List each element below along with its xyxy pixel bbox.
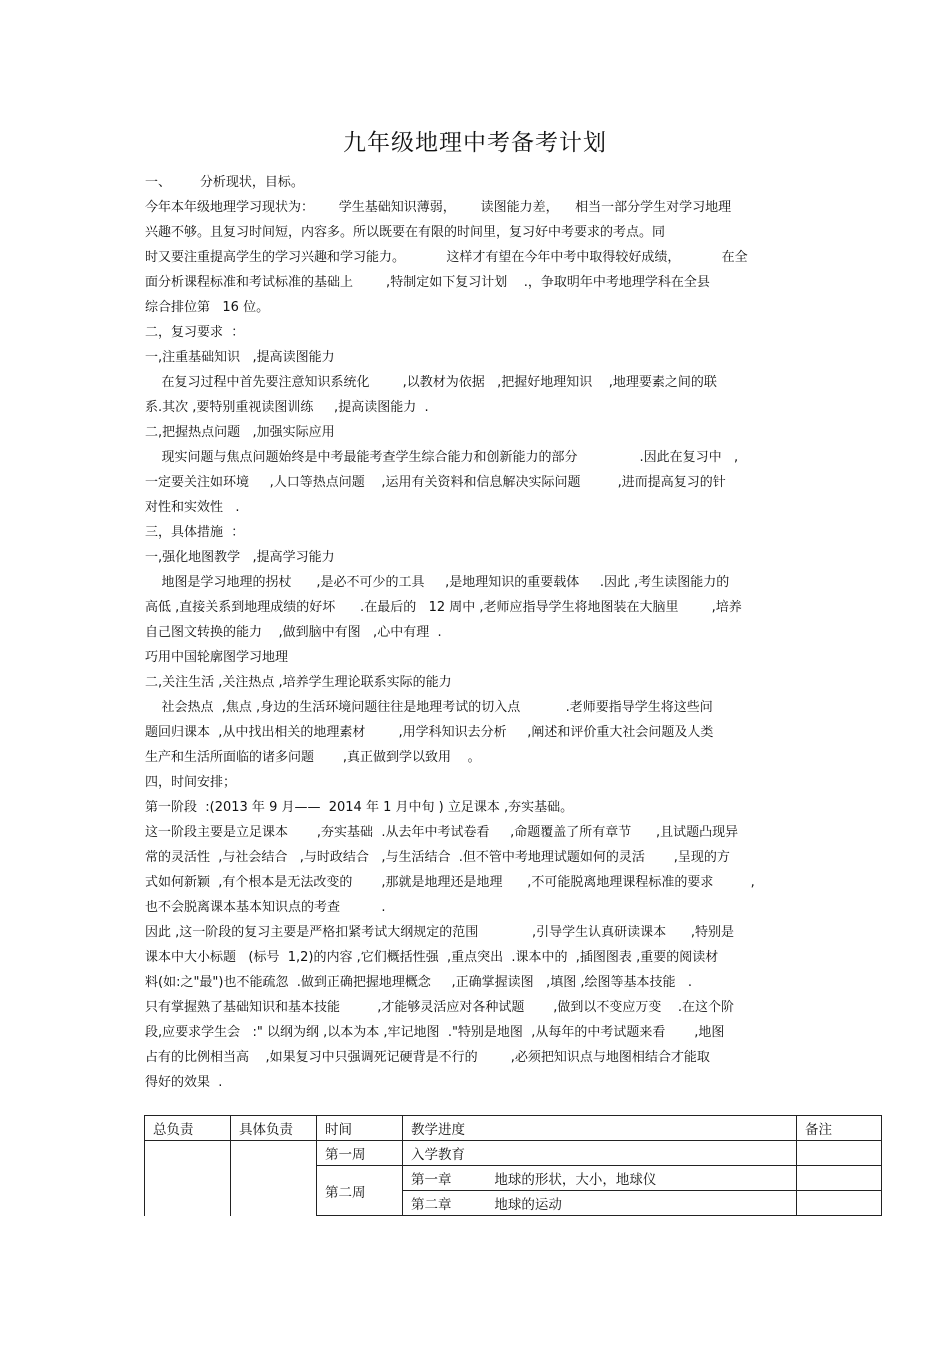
text-line: 一,强化地图教学 ,提高学习能力	[145, 550, 335, 565]
progress-cell: 第二章 地球的运动	[403, 1191, 797, 1216]
text-line: 系.其次 ,要特别重视读图训练 ,提高读图能力 .	[145, 400, 429, 415]
text-line: 只有掌握熟了基础知识和基本技能 ,才能够灵活应对各种试题 ,做到以不变应万变 .在这个阶	[145, 1000, 735, 1015]
table-row	[145, 1141, 882, 1166]
note-cell	[797, 1166, 882, 1191]
time-cell: 第一周	[317, 1141, 403, 1166]
text-line: 第一阶段 :(2013 年 9 月—— 2014 年 1 月中旬 ) 立足课本 ,夯实基础。	[145, 800, 574, 815]
header-cell-specific: 具体负责	[231, 1116, 317, 1141]
text-line: 课本中大小标题 (标号 1,2)的内容 ,它们概括性强 ,重点突出 .课本中的 ,插图图表 ,重要的阅读材	[145, 950, 719, 965]
header-cell-overall: 总负责	[145, 1116, 231, 1141]
specific-cell	[231, 1141, 317, 1216]
text-line: 生产和生活所面临的诸多问题 ,真正做到学以致用 。	[145, 750, 481, 765]
text-line: 常的灵活性 ,与社会结合 ,与时政结合 ,与生活结合 .但不管中考地理试题如何的灵活 ,呈现的方	[145, 850, 730, 865]
text-line: 这一阶段主要是立足课本 ,夯实基础 .从去年中考试卷看 ,命题覆盖了所有章节 ,且试题凸现异	[145, 825, 739, 840]
text-line: 得好的效果 .	[145, 1075, 223, 1090]
note-cell	[797, 1191, 882, 1216]
document-title: 九年级地理中考备考计划	[343, 130, 607, 156]
overall-cell	[145, 1141, 231, 1216]
text-line: 一定要关注如环境 ,人口等热点问题 ,运用有关资料和信息解决实际问题 ,进而提高复习的针	[145, 475, 726, 490]
time-cell: 第二周	[317, 1166, 403, 1216]
table-header-row	[145, 1116, 882, 1141]
text-line: 二,把握热点问题 ,加强实际应用	[145, 425, 335, 440]
progress-cell: 第一章 地球的形状，大小，地球仪	[403, 1166, 797, 1191]
text-line: 巧用中国轮廓图学习地理	[145, 650, 289, 665]
header-cell-note: 备注	[797, 1116, 882, 1141]
text-line: 面分析课程标准和考试标准的基础上 ,特制定如下复习计划 .，争取明年中考地理学科在全县	[145, 275, 710, 290]
text-line: 式如何新颖 ,有个根本是无法改变的 ,那就是地理还是地理 ,不可能脱离地理课程标准的要求 ,	[145, 875, 755, 890]
text-line: 一、 分析现状，目标。	[145, 175, 304, 190]
text-line: 二,关注生活 ,关注热点 ,培养学生理论联系实际的能力	[145, 675, 452, 690]
text-line: 自己图文转换的能力 ,做到脑中有图 ,心中有理 .	[145, 625, 442, 640]
text-line: 题回归课本 ,从中找出相关的地理素材 ,用学科知识去分析 ,阐述和评价重大社会问题及人类	[145, 725, 714, 740]
text-line: 时又要注重提高学生的学习兴趣和学习能力。 这样才有望在今年中考中取得较好成绩， 在全	[145, 250, 748, 265]
text-line: 段,应要求学生会 :" 以纲为纲 ,以本为本 ,牢记地图 ."特别是地图 ,从每年的中考试题来看 ,地图	[145, 1025, 725, 1040]
text-line: 料(如:之"最")也不能疏忽 .做到正确把握地理概念 ,正确掌握读图 ,填图 ,绘图等基本技能 .	[145, 975, 692, 990]
text-line: 二，复习要求 ：	[145, 325, 245, 340]
header-cell-time: 时间	[317, 1116, 403, 1141]
text-line: 因此 ,这一阶段的复习主要是严格扣紧考试大纲规定的范围 ,引导学生认真研读课本 ,特别是	[145, 925, 735, 940]
text-line: 对性和实效性 .	[145, 500, 240, 515]
text-line: 一,注重基础知识 ,提高读图能力	[145, 350, 335, 365]
header-cell-progress: 教学进度	[403, 1116, 797, 1141]
text-line: 四，时间安排；	[145, 775, 237, 790]
text-line: 现实问题与焦点问题始终是中考最能考查学生综合能力和创新能力的部分 .因此在复习中 ,	[145, 450, 739, 465]
text-line: 兴趣不够。且复习时间短，内容多。所以既要在有限的时间里，复习好中考要求的考点。同	[145, 225, 666, 240]
schedule-table	[144, 1115, 882, 1216]
text-line: 三，具体措施 ：	[145, 525, 245, 540]
text-line: 综合排位第 16 位。	[145, 300, 270, 315]
text-line: 今年本年级地理学习现状为： 学生基础知识薄弱， 读图能力差， 相当一部分学生对学习地理	[145, 200, 732, 215]
text-line: 高低 ,直接关系到地理成绩的好坏 .在最后的 12 周中 ,老师应指导学生将地图装在大脑里 ,培养	[145, 600, 742, 615]
text-line: 地图是学习地理的拐杖 ,是必不可少的工具 ,是地理知识的重要载体 .因此 ,考生读图能力的	[145, 575, 730, 590]
text-line: 社会热点 ,焦点 ,身边的生活环境问题往往是地理考试的切入点 .老师要指导学生将这些问	[145, 700, 713, 715]
text-line: 在复习过程中首先要注意知识系统化 ,以教材为依据 ,把握好地理知识 ,地理要素之间的联	[145, 375, 717, 390]
progress-cell: 入学教育	[403, 1141, 797, 1166]
note-cell	[797, 1141, 882, 1166]
text-line: 占有的比例相当高 ,如果复习中只强调死记硬背是不行的 ,必须把知识点与地图相结合才能取	[145, 1050, 710, 1065]
document-body	[145, 170, 815, 1095]
text-line: 也不会脱离课本基本知识点的考查 .	[145, 900, 386, 915]
